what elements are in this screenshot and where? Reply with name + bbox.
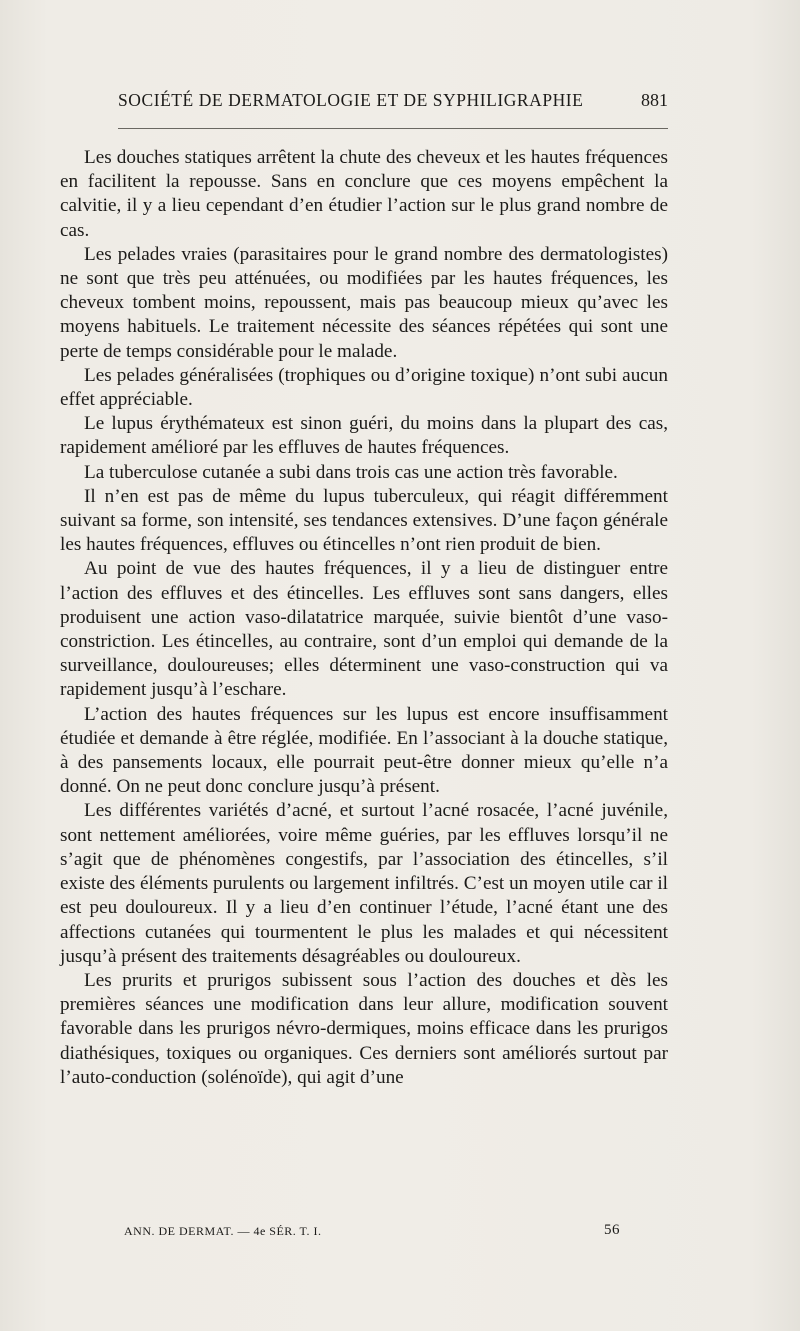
paragraph: Les pelades vraies (parasitaires pour le grand nombre des dermatologistes) ne sont que très peu atténuées, ou modifiées par les hautes fréquences, les cheveux tombent moins, repoussent, mais pas beaucoup mieux qu’avec les moyens habituels. Le traitement nécessite des séances répétées qui sont une perte de temps considérable pour le malade. xyxy=(60,243,668,362)
page-footer xyxy=(124,1222,620,1242)
sheet-signature-number: 56 xyxy=(604,1222,620,1238)
paragraph: Les différentes variétés d’acné, et surtout l’acné rosacée, l’acné juvénile, sont nettement améliorées, voire même guéries, par les effluves lorsqu’il ne s’agit que de phénomènes congestifs, par l’association des étincelles, s’il existe des éléments purulents ou largement infiltrés. C’est un moyen utile car il est peu douloureux. Il y a lieu d’en continuer l’étude, l’acné étant une des affections cutanées qui tourmentent le plus les malades et qui nécessitent jusqu’à présent des traitements désagréables ou douloureux. xyxy=(60,800,668,967)
paragraph: Les pelades généralisées (trophiques ou d’origine toxique) n’ont subi aucun effet appréciable. xyxy=(60,364,668,411)
paragraph: La tuberculose cutanée a subi dans trois cas une action très favorable. xyxy=(84,461,618,483)
body-text xyxy=(60,146,668,1090)
header-rule xyxy=(118,128,668,129)
running-header xyxy=(118,90,668,114)
paragraph: Les prurits et prurigos subissent sous l’action des douches et dès les premières séances une modification dans leur allure, modification souvent favorable dans les prurigos névro-dermiques, moins efficace dans les prurigos diathésiques, toxiques ou organiques. Ces derniers sont améliorés surtout par l’auto-conduction (solénoïde), qui agit d’une xyxy=(60,969,668,1088)
paragraph: Au point de vue des hautes fréquences, il y a lieu de distinguer entre l’action des effluves et des étincelles. Les effluves sont sans dangers, elles produisent une action vaso-dilatatrice marquée, suivie bientôt d’une vaso-constriction. Les étincelles, au contraire, sont d’un emploi qui demande de la surveillance, douloureuses; elles déterminent une vaso-construction qui va rapidement jusqu’à l’eschare. xyxy=(60,558,668,701)
paragraph: Les douches statiques arrêtent la chute des cheveux et les hautes fréquences en facilitent la repousse. Sans en conclure que ces moyens empêchent la calvitie, il y a lieu cependant d’en étudier l’action sur le plus grand nombre de cas. xyxy=(60,147,668,241)
journal-signature: ANN. DE DERMAT. — 4e SÉR. T. I. xyxy=(124,1224,322,1238)
paragraph: Le lupus érythémateux est sinon guéri, du moins dans la plupart des cas, rapidement amélioré par les effluves de hautes fréquences. xyxy=(60,413,668,459)
paragraph: Il n’en est pas de même du lupus tuberculeux, qui réagit différemment suivant sa forme, son intensité, ses tendances extensives. D’une façon générale les hautes fréquences, effluves ou étincelles n’ont rien produit de bien. xyxy=(60,485,668,556)
page-number: 881 xyxy=(641,90,668,110)
running-title: SOCIÉTÉ DE DERMATOLOGIE ET DE SYPHILIGRAPHIE xyxy=(118,90,584,110)
paragraph: L’action des hautes fréquences sur les lupus est encore insuffisamment étudiée et demande à être réglée, modifiée. En l’associant à la douche statique, à des pansements locaux, elle pourrait peut-être donner mieux qu’elle n’a donné. On ne peut donc conclure jusqu’à présent. xyxy=(60,703,668,798)
